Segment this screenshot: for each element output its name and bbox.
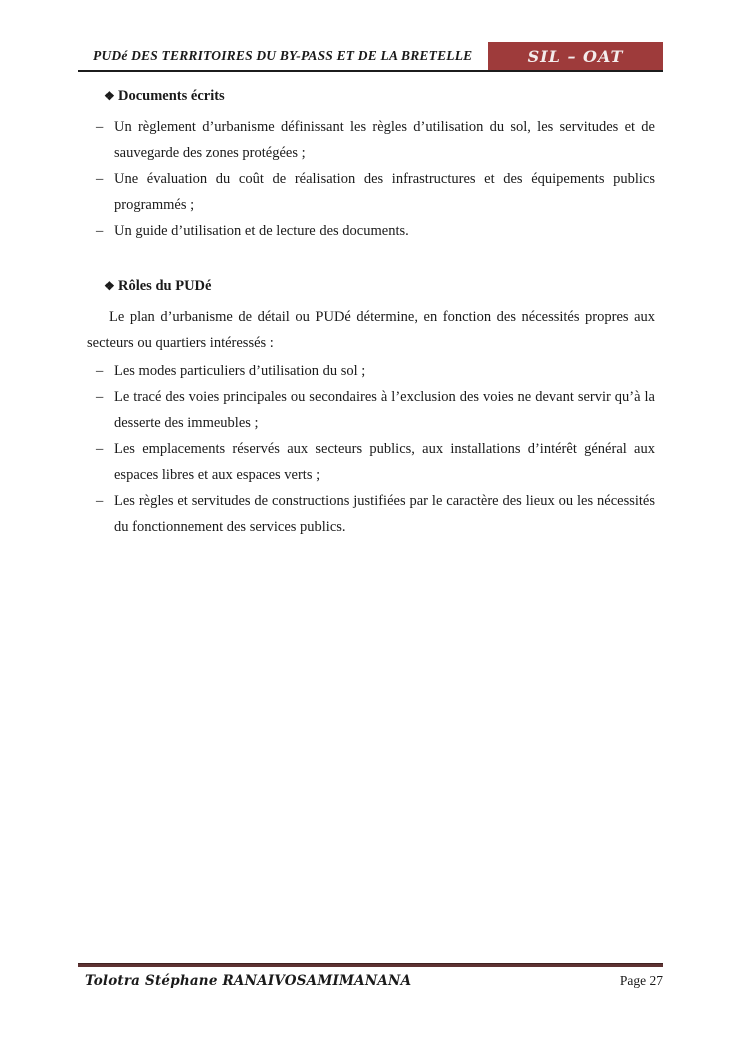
list-item-text: Un guide d’utilisation et de lecture des documents.: [114, 223, 409, 239]
list-item: [87, 114, 655, 166]
header-badge: SIL – OAT: [488, 42, 663, 70]
dash-bullet: –: [96, 389, 104, 405]
list-item: [87, 358, 655, 384]
section-heading-label: Rôles du PUDé: [118, 278, 212, 294]
footer-divider: [78, 963, 663, 967]
section-documents-ecrits: [87, 86, 655, 244]
dash-bullet: –: [96, 223, 104, 239]
section-intro-paragraph: Le plan d’urbanisme de détail ou PUDé détermine, en fonction des nécessités propres aux secteurs ou quartiers intéressés :: [87, 309, 655, 351]
document-body: [87, 72, 655, 540]
header-title: PUDé DES TERRITOIRES DU BY-PASS ET DE LA BRETELLE: [93, 48, 473, 63]
list-item-text: Une évaluation du coût de réalisation des infrastructures et des équipements publics programmés ;: [114, 171, 655, 213]
page-header: [78, 42, 663, 72]
dash-bullet: –: [96, 493, 104, 509]
page-footer: [78, 963, 663, 989]
list-item-text: Un règlement d’urbanisme définissant les règles d’utilisation du sol, les servitudes et de sauvegarde des zones protégées ;: [114, 119, 655, 161]
list-item: [87, 166, 655, 218]
section-heading: [87, 86, 655, 107]
footer-author: Tolotra Stéphane RANAIVOSAMIMANANA: [85, 973, 412, 989]
footer-row: [78, 973, 663, 989]
list-item: [87, 488, 655, 540]
list-item-text: Les modes particuliers d’utilisation du sol ;: [114, 363, 366, 379]
section-heading: [87, 276, 655, 297]
dash-bullet: –: [96, 363, 104, 379]
section-heading-label: Documents écrits: [118, 88, 225, 104]
dash-bullet: –: [96, 171, 104, 187]
dash-bullet: –: [96, 119, 104, 135]
footer-page-number: Page 27: [619, 973, 663, 988]
list-item: [87, 436, 655, 488]
list-item-text: Les emplacements réservés aux secteurs publics, aux installations d’intérêt général aux espaces libres et aux espaces verts ;: [114, 441, 655, 483]
diamond-bullet-icon: ❖: [104, 89, 115, 103]
section-roles-du-pude: [87, 276, 655, 540]
list-item: [87, 384, 655, 436]
list-item-text: Les règles et servitudes de constructions justifiées par le caractère des lieux ou les nécessités du fonctionnement des services publics.: [114, 493, 655, 535]
bullet-list: [87, 358, 655, 540]
bullet-list: [87, 114, 655, 244]
list-item-text: Le tracé des voies principales ou secondaires à l’exclusion des voies ne devant servir qu’à la desserte des immeubles ;: [114, 389, 655, 431]
dash-bullet: –: [96, 441, 104, 457]
list-item: [87, 218, 655, 244]
diamond-bullet-icon: ❖: [104, 279, 115, 293]
